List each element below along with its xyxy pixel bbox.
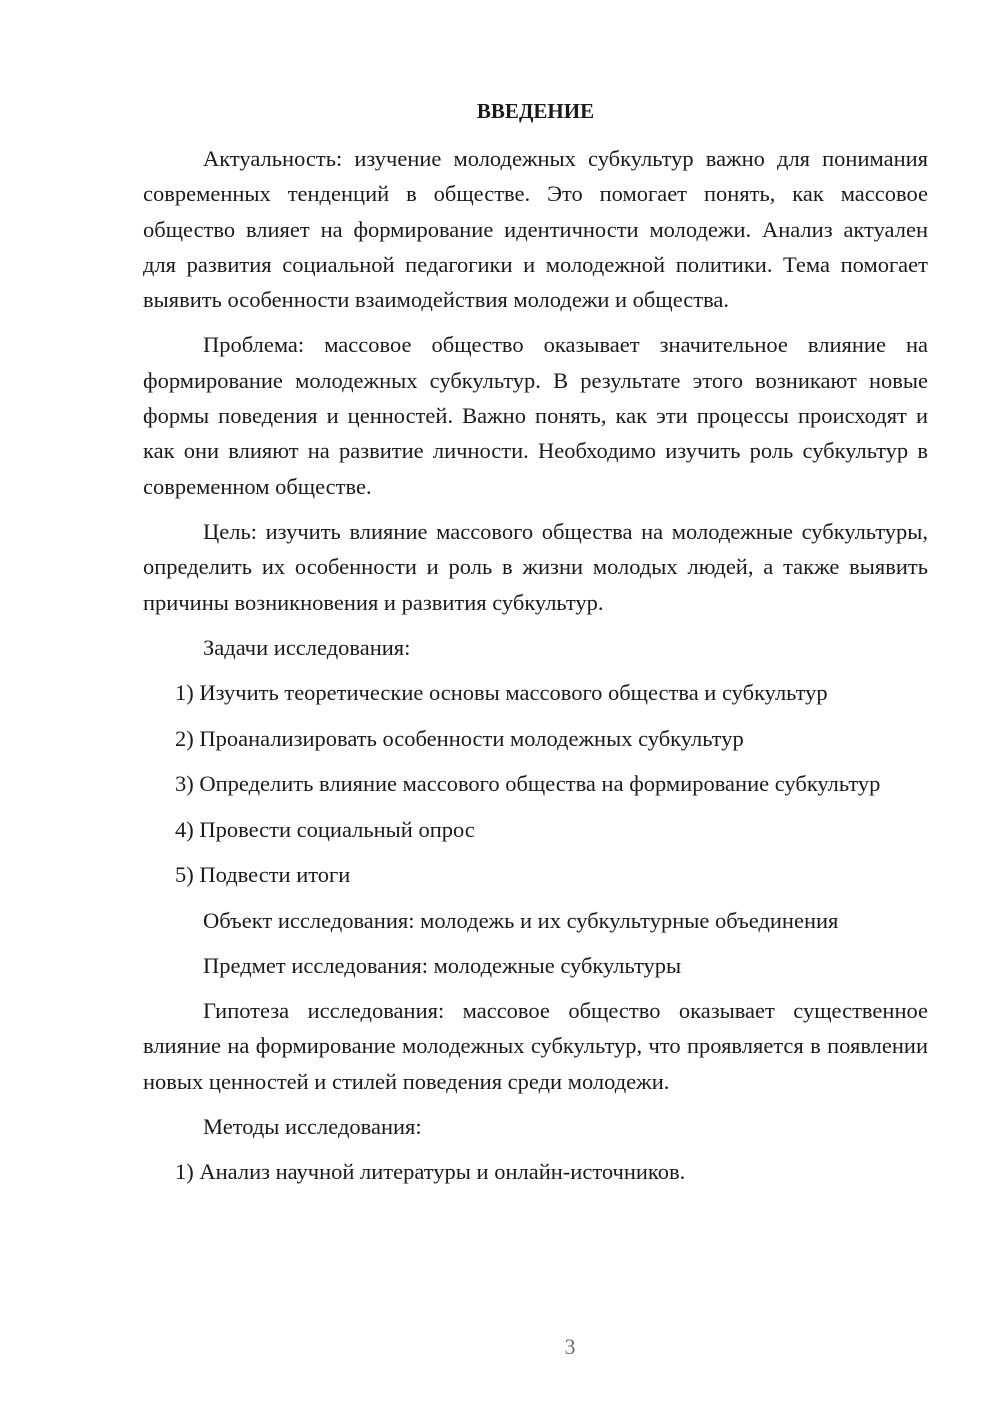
task-item-1: 1) Изучить теоретические основы массового общества и субкультур [175,680,828,706]
page-content [143,94,928,1200]
task-item-5: 5) Подвести итоги [175,862,351,888]
page-number: 3 [564,1334,576,1359]
hypothesis-paragraph: Гипотеза исследования: массовое общество оказывает существенное влияние на формирование молодежных субкультур, что проявляется в появлении новых ценностей и стилей поведения среди молодежи. [143,998,928,1094]
problem-paragraph: Проблема: массовое общество оказывает значительное влияние на формирование молодежных субкультур. В результате этого возникают новые формы поведения и ценностей. Важно понять, как эти процессы происходят и как они влияют на развитие личности. Необходимо изучить роль субкультур в современном обществе. [143,332,928,499]
task-item-3: 3) Определить влияние массового общества на формирование субкультур [175,771,881,797]
methods-heading: Методы исследования: [203,1114,422,1140]
object-paragraph: Объект исследования: молодежь и их субкультурные объединения [203,907,839,933]
subject-paragraph: Предмет исследования: молодежные субкультуры [203,952,682,978]
method-item-1: 1) Анализ научной литературы и онлайн-источников. [175,1159,686,1185]
tasks-heading: Задачи исследования: [203,634,411,660]
page-title: ВВЕДЕНИЕ [476,99,595,123]
task-item-4: 4) Провести социальный опрос [175,816,475,842]
task-item-2: 2) Проанализировать особенности молодежных субкультур [175,725,744,751]
relevance-paragraph: Актуальность: изучение молодежных субкультур важно для понимания современных тенденций в обществе. Это помогает понять, как массовое общество влияет на формирование идентичности молодежи. Анализ актуален для развития социальной педагогики и молодежной политики. Тема помогает выявить особенности взаимодействия молодежи и общества. [143,146,928,313]
goal-paragraph: Цель: изучить влияние массового общества на молодежные субкультуры, определить их особенности и роль в жизни молодых людей, а также выявить причины возникновения и развития субкультур. [143,518,928,615]
